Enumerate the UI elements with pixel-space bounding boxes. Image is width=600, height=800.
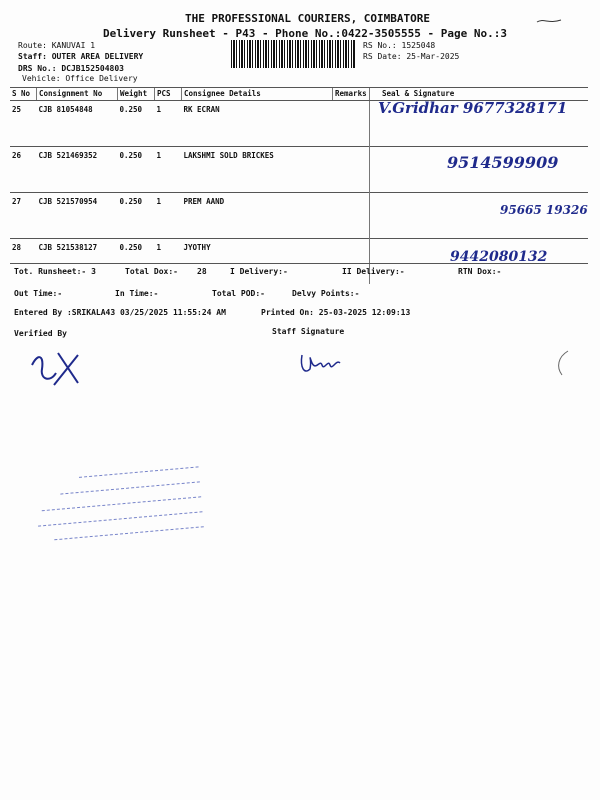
row-signature-cell <box>370 239 589 285</box>
col-consignment: Consignment No <box>37 88 118 101</box>
row-pcs: 1 <box>155 101 182 147</box>
row-remarks <box>333 239 370 285</box>
staff-label: Staff: OUTER AREA DELIVERY <box>18 52 144 61</box>
in-time-label: In Time:- <box>115 289 159 298</box>
delvy-points-label: Delvy Points:- <box>292 289 360 298</box>
company-stamp-icon <box>21 433 204 543</box>
total-dox-value: 28 <box>197 267 207 276</box>
drs-number: DRS No.: DCJB152504803 <box>18 64 124 73</box>
col-weight: Weight <box>118 88 155 101</box>
table-row <box>10 239 588 285</box>
row-sno: 25 <box>10 101 37 147</box>
row-weight: 0.250 <box>118 101 155 147</box>
total-runsheet: Tot. Runsheet:- 3 <box>14 267 96 276</box>
verified-by-label: Verified By <box>14 329 67 338</box>
row-remarks <box>333 101 370 147</box>
table-bottom-rule <box>10 263 588 264</box>
row-sno: 26 <box>10 147 37 193</box>
handwritten-signature: 95665 19326 <box>500 203 588 217</box>
col-remarks: Remarks <box>333 88 370 101</box>
total-pod-label: Total POD:- <box>212 289 265 298</box>
row-pcs: 1 <box>155 239 182 285</box>
row-consignee: JYOTHY <box>182 239 333 285</box>
row-sno: 27 <box>10 193 37 239</box>
vehicle-label: Vehicle: Office Delivery <box>22 74 138 83</box>
row-consignee: RK ECRAN <box>182 101 333 147</box>
entered-by: Entered By :SRIKALA43 03/25/2025 11:55:24 AM <box>14 308 226 317</box>
row-weight: 0.250 <box>118 239 155 285</box>
ii-delivery-label: II Delivery:- <box>342 267 405 276</box>
printed-on: Printed On: 25-03-2025 12:09:13 <box>261 308 411 317</box>
row-signature-cell <box>370 101 589 147</box>
row-consignment: CJB 521538127 <box>37 239 118 285</box>
table-row <box>10 101 588 147</box>
staff-signature-icon <box>296 345 351 380</box>
company-title: THE PROFESSIONAL COURIERS, COIMBATORE <box>185 12 431 25</box>
handwritten-signature: V.Gridhar 9677328171 <box>378 99 568 117</box>
row-weight: 0.250 <box>118 147 155 193</box>
row-weight: 0.250 <box>118 193 155 239</box>
col-consignee: Consignee Details <box>182 88 333 101</box>
row-remarks <box>333 193 370 239</box>
col-signature: Seal & Signature <box>370 88 589 101</box>
i-delivery-label: I Delivery:- <box>230 267 288 276</box>
col-sno: S No <box>10 88 37 101</box>
rtn-dox-label: RTN Dox:- <box>458 267 502 276</box>
table-row <box>10 193 588 239</box>
row-consignee: PREM AAND <box>182 193 333 239</box>
row-signature-cell <box>370 147 589 193</box>
runsheet-table <box>10 87 588 284</box>
total-dox-label: Total Dox:- <box>125 267 178 276</box>
staff-signature-label: Staff Signature <box>272 327 345 336</box>
margin-mark-icon <box>535 14 565 26</box>
row-sno: 28 <box>10 239 37 285</box>
row-pcs: 1 <box>155 147 182 193</box>
col-pcs: PCS <box>155 88 182 101</box>
rs-date: RS Date: 25-Mar-2025 <box>363 52 460 61</box>
verified-signature-icon <box>28 345 88 390</box>
table-row <box>10 147 588 193</box>
row-signature-cell <box>370 193 589 239</box>
barcode <box>231 40 355 68</box>
rs-number: RS No.: 1525048 <box>363 41 436 50</box>
row-pcs: 1 <box>155 193 182 239</box>
route-label: Route: KANUVAI 1 <box>18 41 96 50</box>
row-consignment: CJB 81054848 <box>37 101 118 147</box>
row-consignment: CJB 521570954 <box>37 193 118 239</box>
row-consignment: CJB 521469352 <box>37 147 118 193</box>
margin-mark-icon <box>548 345 578 385</box>
out-time-label: Out Time:- <box>14 289 63 298</box>
row-remarks <box>333 147 370 193</box>
row-consignee: LAKSHMI SOLD BRICKES <box>182 147 333 193</box>
handwritten-signature: 9442080132 <box>450 249 548 265</box>
runsheet-subtitle: Delivery Runsheet - P43 - Phone No.:0422-3505555 - Page No.:3 <box>103 27 507 40</box>
handwritten-signature: 9514599909 <box>447 153 559 172</box>
